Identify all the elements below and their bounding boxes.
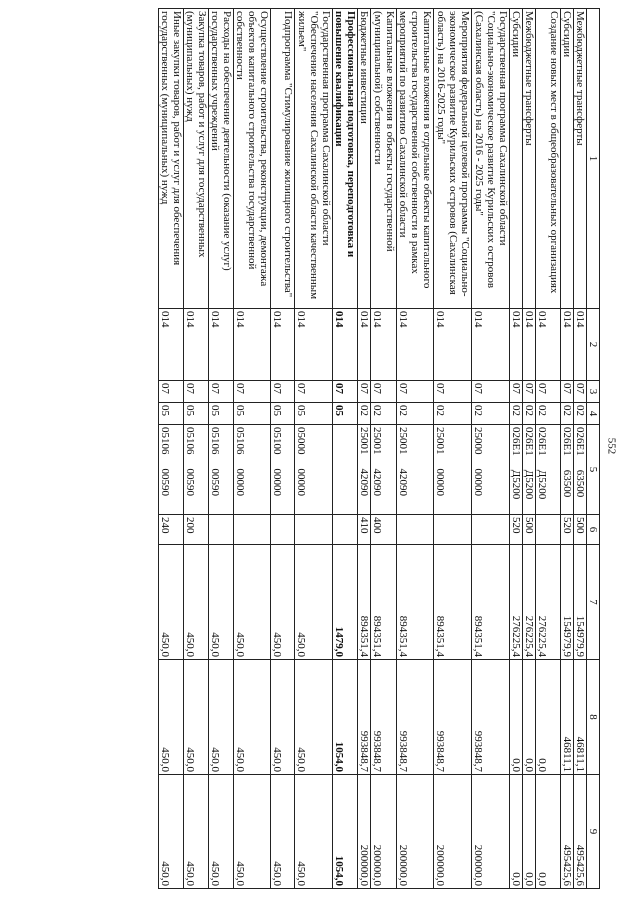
target-article-code-part2: Д5200 <box>536 469 548 500</box>
target-article-code <box>333 425 358 515</box>
subsection-code: 05 <box>234 403 271 425</box>
ministry-code: 014 <box>536 309 561 381</box>
amount-year-1: 894351,4 <box>371 545 397 660</box>
section-code: 07 <box>472 381 510 403</box>
section-code: 07 <box>271 381 295 403</box>
subsection-code: 02 <box>358 403 371 425</box>
table-row <box>371 9 397 889</box>
target-article-code-part1: 05106 <box>209 427 221 455</box>
target-article-code-part1: 25001 <box>358 427 370 455</box>
table-row <box>472 9 510 889</box>
section-code: 07 <box>184 381 209 403</box>
col-header: 4 <box>587 403 600 425</box>
target-article-code-part1: 026E1 <box>510 427 522 456</box>
target-article-code-part1: 026E1 <box>523 427 535 456</box>
col-header: 5 <box>587 425 600 515</box>
target-article-code <box>574 425 587 515</box>
section-code: 07 <box>561 381 574 403</box>
amount-year-3: 450,0 <box>234 775 271 889</box>
subsection-code: 02 <box>472 403 510 425</box>
target-article-code <box>434 425 472 515</box>
target-article-code-part2: Д5200 <box>523 469 535 500</box>
table-row <box>271 9 295 889</box>
target-article-code-part1: 25001 <box>397 427 409 455</box>
amount-year-2: 0,0 <box>523 660 536 775</box>
section-code: 07 <box>209 381 234 403</box>
ministry-code: 014 <box>209 309 234 381</box>
subsection-code: 05 <box>333 403 358 425</box>
expense-type-code <box>271 515 295 545</box>
amount-year-3: 0,0 <box>536 775 561 889</box>
expense-type-code: 200 <box>184 515 209 545</box>
subsection-code: 02 <box>510 403 523 425</box>
table-row <box>397 9 434 889</box>
amount-year-1: 1479,0 <box>333 545 358 660</box>
amount-year-2: 46811,1 <box>561 660 574 775</box>
amount-year-3: 200000,0 <box>358 775 371 889</box>
subsection-code: 05 <box>159 403 184 425</box>
amount-year-2: 993848,7 <box>472 660 510 775</box>
amount-year-2: 46811,1 <box>574 660 587 775</box>
row-name: Государственная программа Сахалинской области "Социально-экономическое развитие Курильских островов (Сахалинская область) на 2016 - 2025 годы" <box>472 9 510 309</box>
target-article-code-part1: 026E1 <box>561 427 573 456</box>
amount-year-3: 450,0 <box>159 775 184 889</box>
subsection-code: 02 <box>523 403 536 425</box>
expense-type-code: 400 <box>371 515 397 545</box>
target-article-code <box>397 425 434 515</box>
target-article-code-part1: 05100 <box>271 427 283 455</box>
amount-year-1: 894351,4 <box>397 545 434 660</box>
amount-year-1: 276225,4 <box>536 545 561 660</box>
table-body <box>159 9 587 889</box>
expense-type-code <box>434 515 472 545</box>
subsection-code: 05 <box>184 403 209 425</box>
ministry-code: 014 <box>561 309 574 381</box>
amount-year-3: 1054,0 <box>333 775 358 889</box>
target-article-code-part1: 25000 <box>472 427 484 455</box>
subsection-code: 05 <box>271 403 295 425</box>
amount-year-3: 200000,0 <box>434 775 472 889</box>
expense-type-code: 500 <box>523 515 536 545</box>
row-name: Межбюджетные трансферты <box>523 9 536 309</box>
expense-type-code: 520 <box>510 515 523 545</box>
expense-type-code <box>397 515 434 545</box>
target-article-code <box>159 425 184 515</box>
target-article-code-part1: 05000 <box>295 427 307 455</box>
amount-year-3: 200000,0 <box>472 775 510 889</box>
table-row <box>333 9 358 889</box>
subsection-code: 02 <box>434 403 472 425</box>
target-article-code-part2: 42090 <box>371 468 383 496</box>
table-row <box>358 9 371 889</box>
target-article-code <box>184 425 209 515</box>
target-article-code-part2: 00590 <box>209 468 221 496</box>
amount-year-3: 200000,0 <box>397 775 434 889</box>
row-name: Межбюджетные трансферты <box>574 9 587 309</box>
target-article-code-part2: 00000 <box>434 468 446 496</box>
subsection-code: 02 <box>397 403 434 425</box>
row-name: Расходы на обеспечение деятельности (оказание услуг) государственных учреждений <box>209 9 234 309</box>
section-code: 07 <box>397 381 434 403</box>
amount-year-3: 0,0 <box>523 775 536 889</box>
table-row <box>434 9 472 889</box>
ministry-code: 014 <box>295 309 333 381</box>
table-row <box>561 9 574 889</box>
table-row <box>295 9 333 889</box>
ministry-code: 014 <box>397 309 434 381</box>
ministry-code: 014 <box>271 309 295 381</box>
target-article-code <box>371 425 397 515</box>
expense-type-code <box>209 515 234 545</box>
col-header: 9 <box>587 775 600 889</box>
table-row <box>510 9 523 889</box>
amount-year-1: 894351,4 <box>434 545 472 660</box>
ministry-code: 014 <box>234 309 271 381</box>
target-article-code-part2: 00000 <box>234 468 246 496</box>
expense-type-code <box>234 515 271 545</box>
amount-year-2: 450,0 <box>209 660 234 775</box>
target-article-code <box>536 425 561 515</box>
subsection-code: 02 <box>371 403 397 425</box>
section-code: 07 <box>159 381 184 403</box>
section-code: 07 <box>510 381 523 403</box>
section-code: 07 <box>523 381 536 403</box>
target-article-code-part2: 00000 <box>472 468 484 496</box>
amount-year-3: 495425,6 <box>574 775 587 889</box>
table-row <box>209 9 234 889</box>
target-article-code <box>561 425 574 515</box>
expense-type-code <box>333 515 358 545</box>
ministry-code: 014 <box>159 309 184 381</box>
col-header: 2 <box>587 309 600 381</box>
amount-year-2: 450,0 <box>159 660 184 775</box>
target-article-code-part1: 25001 <box>371 427 383 455</box>
section-code: 07 <box>295 381 333 403</box>
target-article-code-part2: 00000 <box>295 468 307 496</box>
subsection-code: 05 <box>209 403 234 425</box>
amount-year-1: 894351,4 <box>358 545 371 660</box>
table-row <box>574 9 587 889</box>
row-name: Подпрограмма "Стимулирование жилищного строительства" <box>271 9 295 309</box>
row-name: Субсидии <box>561 9 574 309</box>
expense-type-code: 520 <box>561 515 574 545</box>
section-code: 07 <box>536 381 561 403</box>
table-row <box>523 9 536 889</box>
amount-year-1: 450,0 <box>271 545 295 660</box>
subsection-code: 02 <box>574 403 587 425</box>
row-name: Субсидии <box>510 9 523 309</box>
target-article-code-part1: 05106 <box>234 427 246 455</box>
amount-year-2: 0,0 <box>510 660 523 775</box>
target-article-code <box>472 425 510 515</box>
amount-year-2: 993848,7 <box>397 660 434 775</box>
amount-year-2: 993848,7 <box>371 660 397 775</box>
amount-year-1: 450,0 <box>295 545 333 660</box>
target-article-code-part1: 026E1 <box>536 427 548 456</box>
amount-year-1: 154979,9 <box>561 545 574 660</box>
table-row <box>184 9 209 889</box>
row-name: Капитальные вложения в объекты государственной (муниципальной) собственности <box>371 9 397 309</box>
section-code: 07 <box>234 381 271 403</box>
target-article-code <box>209 425 234 515</box>
ministry-code: 014 <box>358 309 371 381</box>
amount-year-2: 450,0 <box>295 660 333 775</box>
section-code: 07 <box>371 381 397 403</box>
target-article-code <box>271 425 295 515</box>
target-article-code-part1: 25001 <box>434 427 446 455</box>
row-name: Капитальные вложения в отдельные объекты капитального строительства государственной собственности в рамках мероприятий по развитию Сахалинской области <box>397 9 434 309</box>
row-name: Бюджетные инвестиции <box>358 9 371 309</box>
row-name: Осуществление строительства, реконструкции, демонтажа объектов капитального строительства государственной собственности <box>234 9 271 309</box>
amount-year-1: 450,0 <box>209 545 234 660</box>
col-header: 6 <box>587 515 600 545</box>
row-name: Профессиональная подготовка, переподготовка и повышение квалификации <box>333 9 358 309</box>
target-article-code-part2: 63500 <box>574 469 586 498</box>
subsection-code: 02 <box>561 403 574 425</box>
target-article-code-part2: Д5200 <box>510 469 522 500</box>
amount-year-1: 276225,4 <box>523 545 536 660</box>
budget-table <box>158 8 600 889</box>
section-code: 07 <box>333 381 358 403</box>
target-article-code <box>234 425 271 515</box>
expense-type-code: 410 <box>358 515 371 545</box>
amount-year-2: 450,0 <box>271 660 295 775</box>
target-article-code-part1: 05106 <box>159 427 171 455</box>
target-article-code <box>358 425 371 515</box>
amount-year-2: 1054,0 <box>333 660 358 775</box>
amount-year-1: 450,0 <box>184 545 209 660</box>
amount-year-2: 993848,7 <box>434 660 472 775</box>
target-article-code-part2: 63500 <box>561 469 573 498</box>
amount-year-3: 450,0 <box>209 775 234 889</box>
amount-year-1: 894351,4 <box>472 545 510 660</box>
expense-type-code <box>295 515 333 545</box>
ministry-code: 014 <box>574 309 587 381</box>
target-article-code <box>295 425 333 515</box>
amount-year-2: 993848,7 <box>358 660 371 775</box>
amount-year-2: 450,0 <box>184 660 209 775</box>
amount-year-3: 200000,0 <box>371 775 397 889</box>
col-header: 1 <box>587 9 600 309</box>
amount-year-1: 154979,9 <box>574 545 587 660</box>
row-name: Иные закупки товаров, работ и услуг для обеспечения государственных (муниципальных) нужд <box>159 9 184 309</box>
expense-type-code: 240 <box>159 515 184 545</box>
table-row <box>159 9 184 889</box>
target-article-code-part2: 42090 <box>397 468 409 496</box>
amount-year-3: 450,0 <box>184 775 209 889</box>
ministry-code: 014 <box>184 309 209 381</box>
column-number-row <box>587 9 600 889</box>
amount-year-3: 450,0 <box>271 775 295 889</box>
ministry-code: 014 <box>371 309 397 381</box>
expense-type-code <box>472 515 510 545</box>
table-row <box>536 9 561 889</box>
ministry-code: 014 <box>434 309 472 381</box>
target-article-code-part2: 00000 <box>271 468 283 496</box>
section-code: 07 <box>574 381 587 403</box>
amount-year-1: 450,0 <box>159 545 184 660</box>
target-article-code-part1: 026E1 <box>574 427 586 456</box>
ministry-code: 014 <box>333 309 358 381</box>
expense-type-code: 500 <box>574 515 587 545</box>
amount-year-1: 450,0 <box>234 545 271 660</box>
section-code: 07 <box>434 381 472 403</box>
amount-year-2: 0,0 <box>536 660 561 775</box>
section-code: 07 <box>358 381 371 403</box>
row-name: Создание новых мест в общеобразовательных организациях <box>536 9 561 309</box>
col-header: 3 <box>587 381 600 403</box>
row-name: Мероприятия федеральной целевой программы "Социально-экономическое развитие Курильских островов (Сахалинская область) на 2016-2025 годы" <box>434 9 472 309</box>
target-article-code-part2: 00590 <box>184 468 196 496</box>
amount-year-1: 276225,4 <box>510 545 523 660</box>
subsection-code: 02 <box>536 403 561 425</box>
table-row <box>234 9 271 889</box>
target-article-code-part2: 42090 <box>358 468 370 496</box>
target-article-code <box>523 425 536 515</box>
target-article-code <box>510 425 523 515</box>
subsection-code: 05 <box>295 403 333 425</box>
row-name: Закупка товаров, работ и услуг для государственных (муниципальных) нужд <box>184 9 209 309</box>
ministry-code: 014 <box>510 309 523 381</box>
ministry-code: 014 <box>472 309 510 381</box>
amount-year-3: 0,0 <box>510 775 523 889</box>
row-name: Государственная программа Сахалинской области "Обеспечение населения Сахалинской области качественным жильем" <box>295 9 333 309</box>
amount-year-3: 450,0 <box>295 775 333 889</box>
page-number: 552 <box>605 437 618 455</box>
amount-year-2: 450,0 <box>234 660 271 775</box>
col-header: 7 <box>587 545 600 660</box>
expense-type-code <box>536 515 561 545</box>
col-header: 8 <box>587 660 600 775</box>
amount-year-3: 495425,6 <box>561 775 574 889</box>
target-article-code-part2: 00590 <box>159 468 171 496</box>
target-article-code-part1: 05106 <box>184 427 196 455</box>
ministry-code: 014 <box>523 309 536 381</box>
rotated-page <box>2 8 600 888</box>
